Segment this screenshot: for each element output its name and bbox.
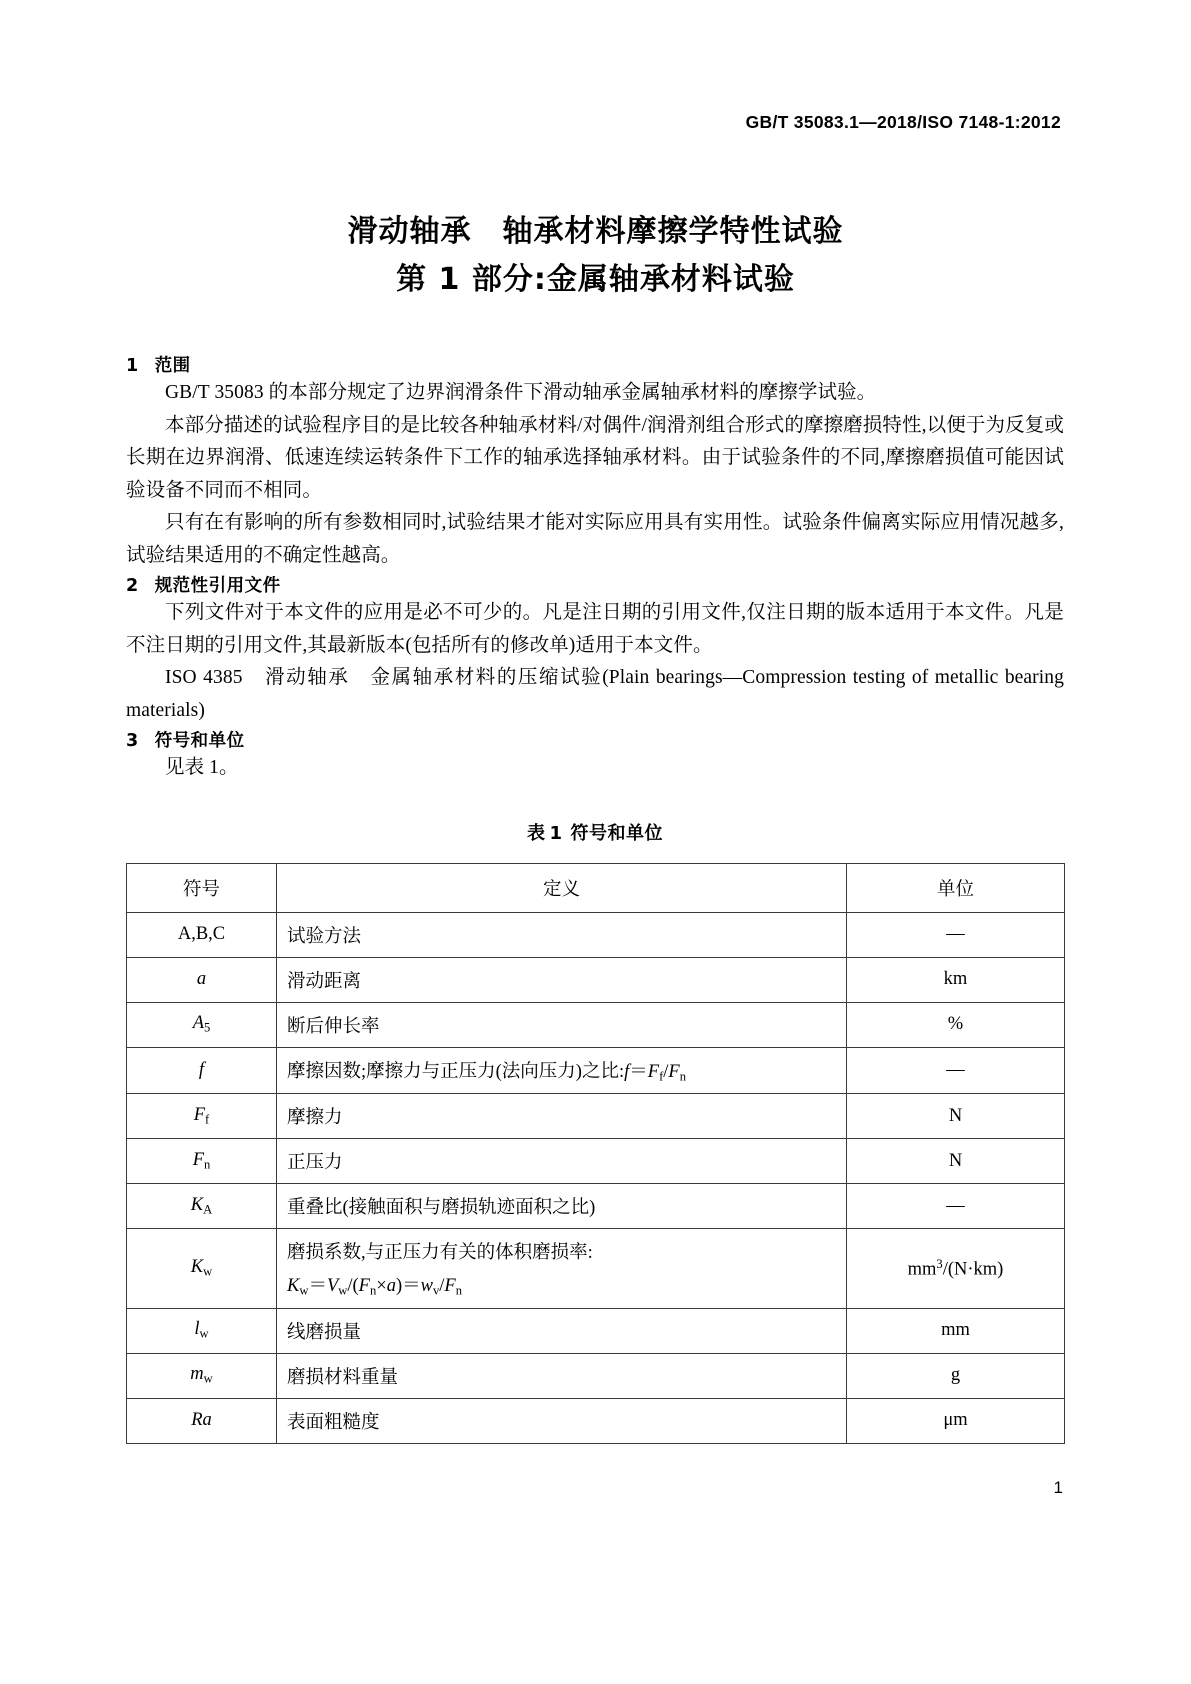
cell-symbol: $F_n$ (127, 1139, 277, 1184)
cell-unit: mm (847, 1308, 1065, 1353)
table-row (127, 1229, 1065, 1309)
cell-unit: $mm^3/(N\cdot km)$ (847, 1229, 1065, 1309)
table-caption-number: 1 (549, 822, 563, 844)
column-header-definition: 定义 (277, 863, 847, 912)
cell-unit: N (847, 1139, 1065, 1184)
section-number-3: 3 (126, 731, 139, 751)
cell-unit: N (847, 1094, 1065, 1139)
section-1-paragraph-3: 只有在有影响的所有参数相同时,试验结果才能对实际应用具有实用性。试验条件偏离实际应用情况越多,试验结果适用的不确定性越高。 (126, 512, 1064, 566)
cell-symbol: $A_5$ (127, 1002, 277, 1047)
table-row (127, 1398, 1065, 1443)
cell-definition: 磨损材料重量 (277, 1353, 847, 1398)
section-heading-2 (126, 572, 1064, 597)
table-caption-title: 符号和单位 (570, 822, 664, 844)
cell-symbol: a (127, 957, 277, 1002)
section-1-paragraph-2: 本部分描述的试验程序目的是比较各种轴承材料/对偶件/润滑剂组合形式的摩擦磨损特性,以便于为反复或长期在边界润滑、低速连续运转条件下工作的轴承选择轴承材料。由于试验条件的不同,摩擦磨损值可能因试验设备不同而不相同。 (126, 414, 1064, 501)
cell-symbol: $K_w$ (127, 1229, 277, 1309)
cell-symbol: $F_f$ (127, 1094, 277, 1139)
cell-unit: — (847, 1184, 1065, 1229)
table-caption-prefix: 表 (526, 822, 546, 844)
section-2-paragraph-1: 下列文件对于本文件的应用是必不可少的。凡是注日期的引用文件,仅注日期的版本适用于本文件。凡是不注日期的引用文件,其最新版本(包括所有的修改单)适用于本文件。 (126, 602, 1064, 656)
table-row (127, 1002, 1065, 1047)
cell-symbol: Ra (127, 1398, 277, 1443)
cell-symbol: A,B,C (127, 912, 277, 957)
section-number-1: 1 (126, 356, 139, 376)
cell-definition (277, 1229, 847, 1309)
section-title-2: 规范性引用文件 (154, 576, 281, 596)
cell-definition: 断后伸长率 (277, 1002, 847, 1047)
table-row (127, 912, 1065, 957)
column-header-unit: 单位 (847, 863, 1065, 912)
table-row (127, 1047, 1065, 1094)
cell-unit: μm (847, 1398, 1065, 1443)
section-3-paragraph-1: 见表 1。 (165, 757, 239, 778)
title-line-1: 滑动轴承 轴承材料摩擦学特性试验 (347, 214, 844, 249)
title-line-2: 第 1 部分:金属轴承材料试验 (396, 262, 795, 297)
table-row (127, 1308, 1065, 1353)
table-row (127, 1353, 1065, 1398)
column-header-symbol: 符号 (127, 863, 277, 912)
cell-unit: — (847, 912, 1065, 957)
cell-symbol: $m_w$ (127, 1353, 277, 1398)
cell-definition: 线磨损量 (277, 1308, 847, 1353)
cell-definition: 摩擦因数;摩擦力与正压力(法向压力)之比$:f=F_f/F_n$ (277, 1047, 847, 1094)
cell-definition: 重叠比(接触面积与磨损轨迹面积之比) (277, 1184, 847, 1229)
table-row (127, 1094, 1065, 1139)
cell-definition: 表面粗糙度 (277, 1398, 847, 1443)
table-symbols-and-units (126, 863, 1065, 1444)
cell-symbol: $K_A$ (127, 1184, 277, 1229)
cell-definition-formula: $K_w=V_w/(F_n\times a)=w_v/F_n$ (287, 1276, 463, 1298)
cell-definition: 正压力 (277, 1139, 847, 1184)
cell-unit: — (847, 1047, 1065, 1094)
page-number: 1 (1053, 1478, 1063, 1497)
section-heading-1 (126, 352, 1064, 377)
cell-unit: g (847, 1353, 1065, 1398)
table-row (127, 1139, 1065, 1184)
cell-symbol: f (127, 1047, 277, 1094)
cell-unit: % (847, 1002, 1065, 1047)
cell-definition: 摩擦力 (277, 1094, 847, 1139)
section-heading-3 (126, 727, 1064, 752)
running-header-standard-code: GB/T 35083.1—2018/ISO 7148-1:2012 (745, 112, 1061, 132)
cell-definition-text: 磨损系数,与正压力有关的体积磨损率: (287, 1243, 593, 1264)
table-row (127, 957, 1065, 1002)
table-1-caption (126, 819, 1064, 845)
document-body (126, 352, 1064, 1444)
table-row (127, 1184, 1065, 1229)
section-1-paragraph-1: GB/T 35083 的本部分规定了边界润滑条件下滑动轴承金属轴承材料的摩擦学试验。 (165, 382, 877, 403)
section-number-2: 2 (126, 576, 139, 596)
cell-definition: 试验方法 (277, 912, 847, 957)
section-title-1: 范围 (154, 356, 191, 376)
cell-unit: km (847, 957, 1065, 1002)
cell-symbol: $l_w$ (127, 1308, 277, 1353)
section-2-reference-iso4385: ISO 4385 滑动轴承 金属轴承材料的压缩试验(Plain bearings—Compression testing of metallic bearing materials) (126, 667, 1064, 721)
cell-definition: 滑动距离 (277, 957, 847, 1002)
section-title-3: 符号和单位 (154, 731, 245, 751)
document-title (0, 208, 1191, 304)
table-header-row (127, 863, 1065, 912)
